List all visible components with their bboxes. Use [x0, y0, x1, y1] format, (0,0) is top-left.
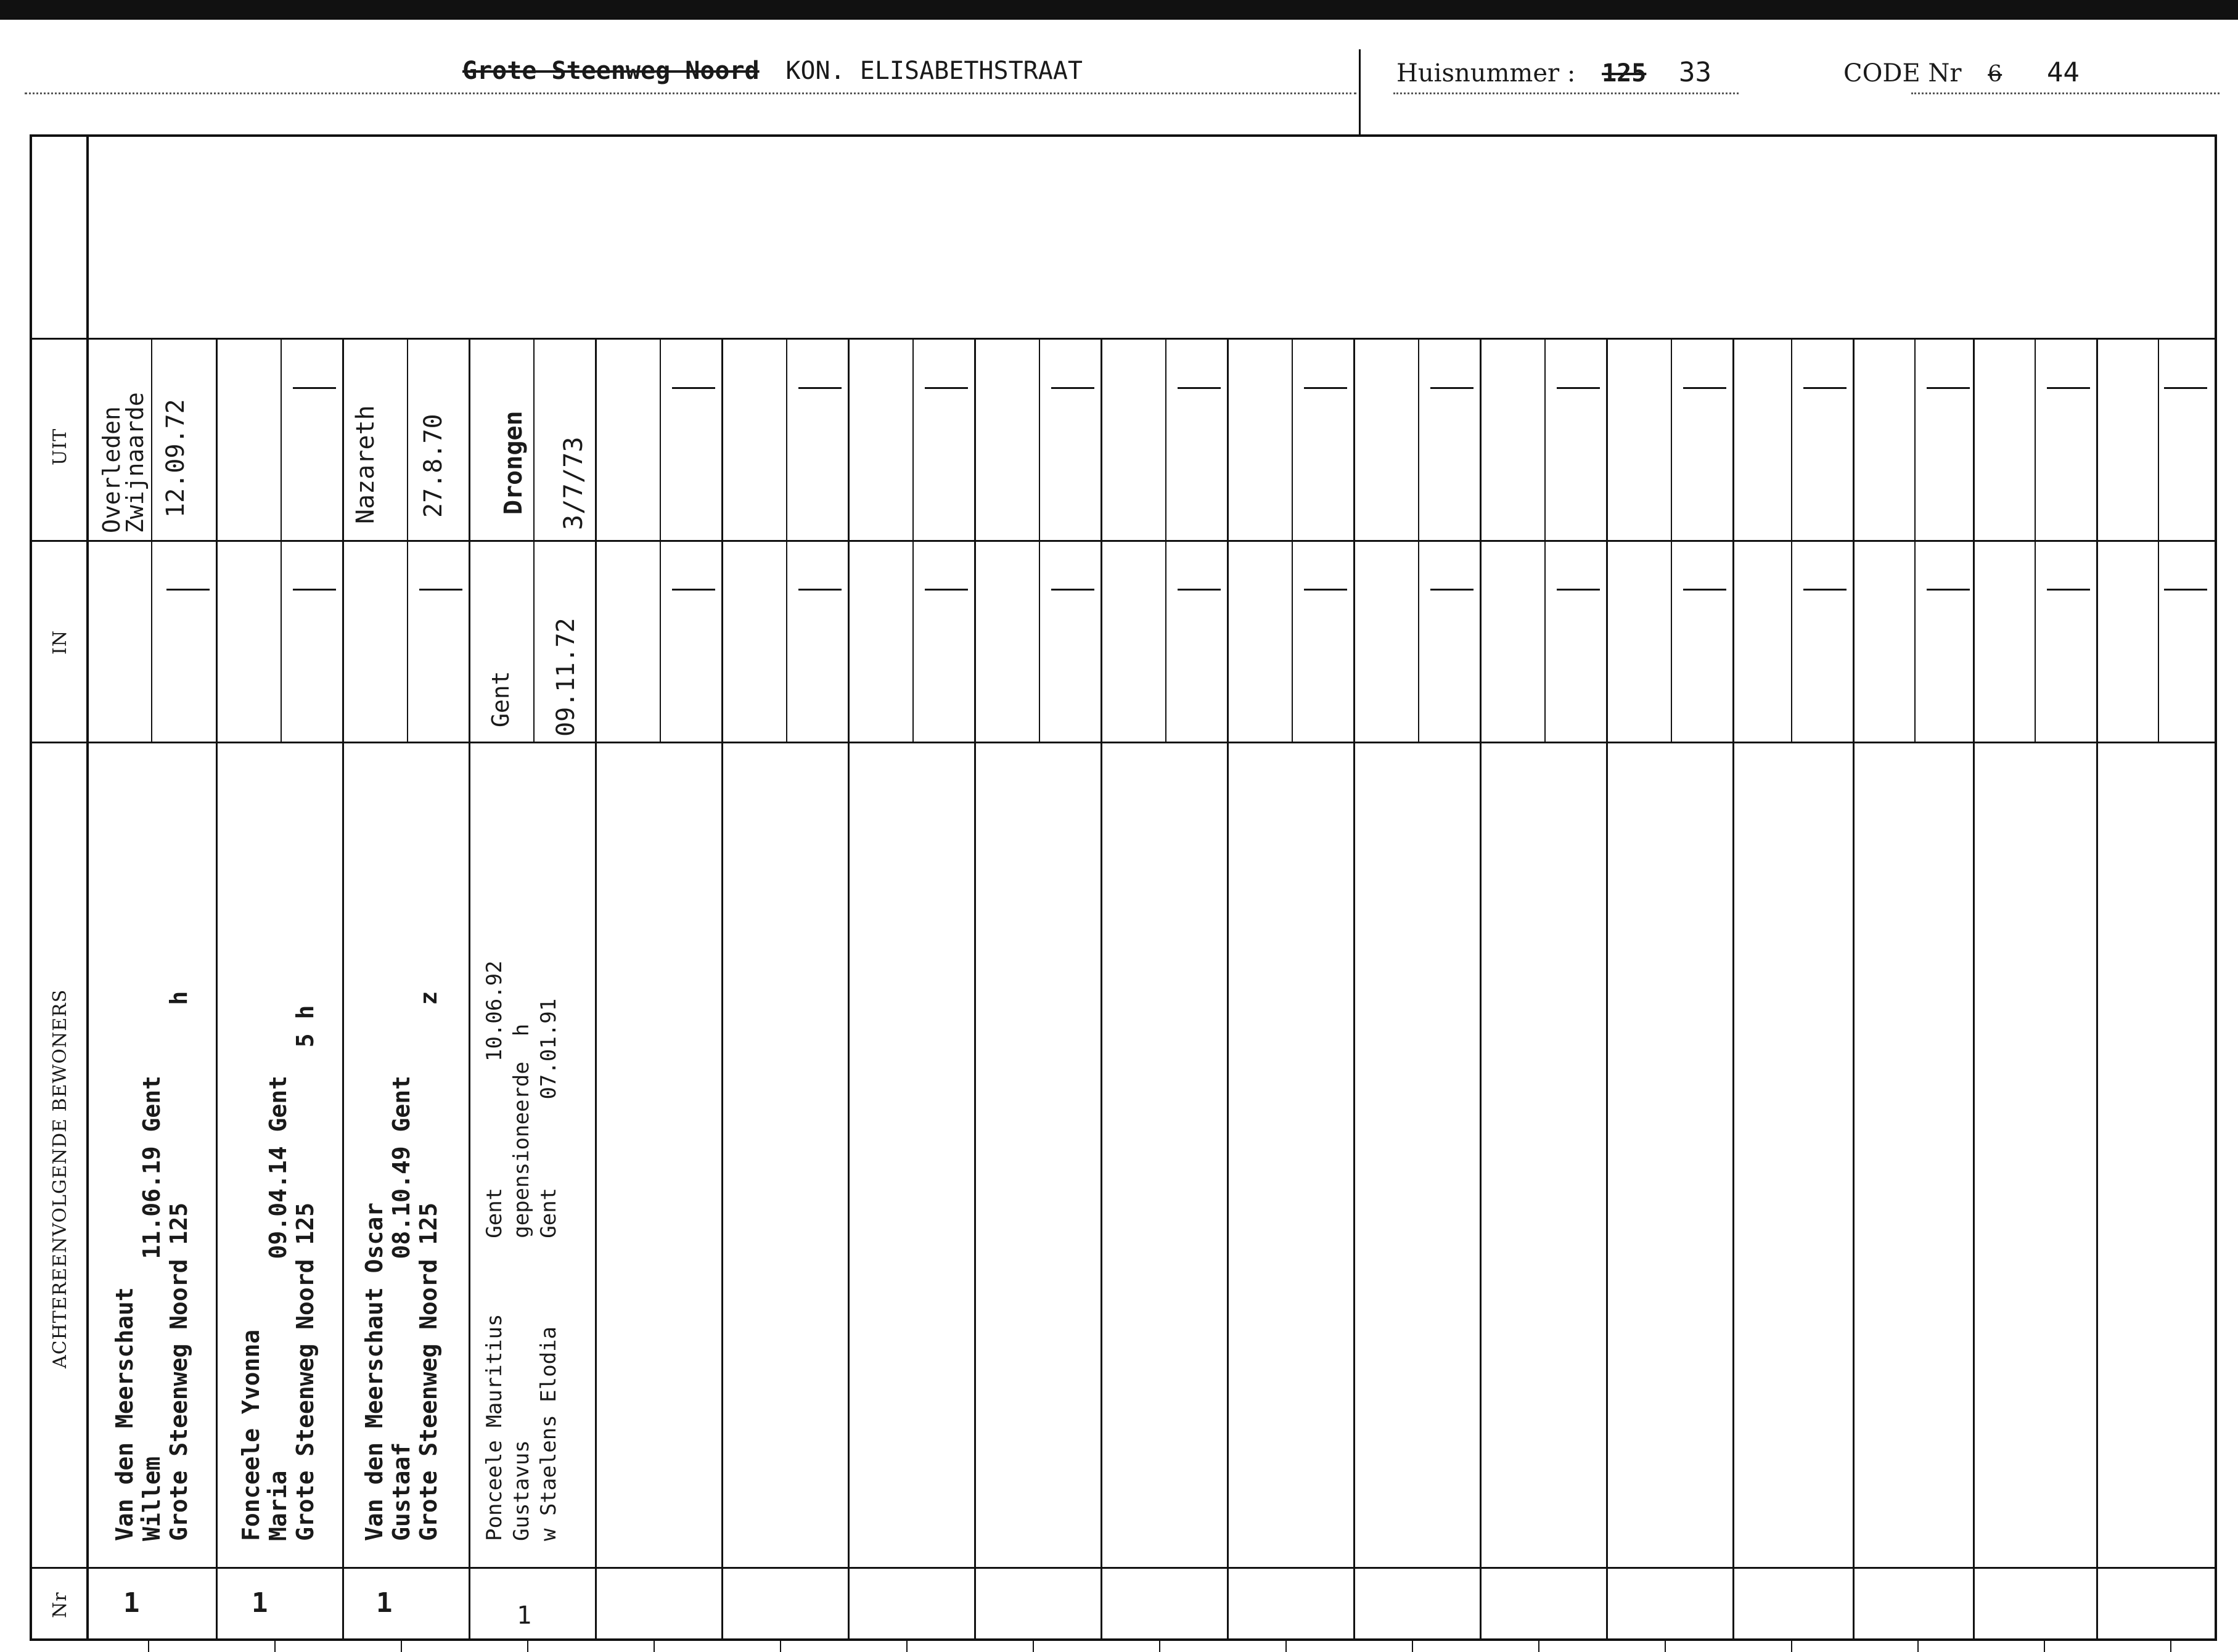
entry-4-in-place: Gent: [487, 671, 514, 727]
entry-3-resident: [361, 991, 442, 1541]
empty-dash: [1430, 589, 1474, 591]
sub-column-line: [1418, 338, 1419, 742]
bottom-tick: [1791, 1641, 1792, 1652]
column-line: [216, 338, 218, 1638]
scan-top-border: [0, 0, 2238, 20]
entry-4-name: Ponceele Mauritius Gent 10.06.92: [482, 960, 507, 1541]
entry-1-uit-place: [100, 392, 147, 533]
bottom-tick: [148, 1641, 149, 1652]
street-old: Grote Steenweg Noord: [462, 57, 760, 85]
column-line: [1480, 338, 1482, 1638]
entry-2-nr: 1: [252, 1587, 268, 1619]
column-line: [1853, 338, 1855, 1638]
empty-dash: [1927, 387, 1970, 389]
empty-dash: [2164, 589, 2207, 591]
column-line: [1973, 338, 1975, 1638]
sub-column-line: [1671, 338, 1672, 742]
column-line: [721, 338, 723, 1638]
empty-dash: [1557, 387, 1600, 389]
column-line: [1101, 338, 1102, 1638]
empty-dash: [2047, 387, 2090, 389]
empty-dash: [1557, 589, 1600, 591]
column-line: [1606, 338, 1608, 1638]
bewoners-label: ACHTEREENVOLGENDE BEWONERS: [49, 989, 71, 1368]
bottom-tick: [2170, 1641, 2171, 1652]
entry-1-address: Grote Steenweg Noord 125 h: [165, 991, 192, 1541]
bewoners-nr-divider: [30, 1567, 2217, 1569]
frame-right: [2215, 134, 2217, 1641]
entry-2-address: Grote Steenweg Noord 125 5 h: [292, 1005, 319, 1541]
entry-4-occupation: Gustavus gepensioneerde h: [509, 1023, 534, 1541]
empty-dash: [419, 589, 462, 591]
bottom-tick: [1285, 1641, 1287, 1652]
sub-column-line: [407, 338, 408, 742]
bottom-tick: [654, 1641, 655, 1652]
sub-column-line: [2158, 338, 2159, 742]
code-new: 44: [2046, 57, 2080, 88]
bottom-tick: [906, 1641, 908, 1652]
empty-dash: [1304, 387, 1347, 389]
house-number: [1396, 57, 1711, 112]
sub-column-line: [660, 338, 661, 742]
empty-dash: [672, 589, 715, 591]
column-line: [342, 338, 344, 1638]
entry-4-uit-place: Drongen: [499, 411, 528, 515]
entry-1-nr: 1: [123, 1587, 140, 1619]
column-line: [974, 338, 976, 1638]
empty-dash: [1304, 589, 1347, 591]
empty-dash: [1178, 387, 1221, 389]
empty-dash: [293, 387, 336, 389]
column-line: [1353, 338, 1355, 1638]
frame-top: [30, 134, 2217, 137]
uit-top-line: [30, 338, 2217, 340]
sub-column-line: [281, 338, 282, 742]
bottom-tick: [1412, 1641, 1413, 1652]
column-line: [848, 338, 850, 1638]
header-divider: [1359, 49, 1361, 136]
bottom-tick: [780, 1641, 781, 1652]
empty-dash: [1430, 387, 1474, 389]
bottom-tick: [1538, 1641, 1539, 1652]
column-line: [595, 338, 597, 1638]
empty-dash: [798, 387, 842, 389]
entry-4-uit-date: 3/7/73: [558, 436, 588, 530]
empty-dash: [672, 387, 715, 389]
house-label: Huisnummer :: [1396, 59, 1576, 88]
frame-bottom: [30, 1638, 2217, 1641]
code-number: [1843, 57, 2080, 112]
sub-column-line: [1544, 338, 1546, 742]
entry-4-spouse: w Staelens Elodia Gent 07.01.91: [536, 998, 561, 1541]
entry-1-uit-place-2: Zwijnaarde: [121, 392, 149, 533]
entry-3-name: Van den Meerschaut Oscar: [361, 1202, 388, 1541]
empty-dash: [925, 387, 968, 389]
entry-4-nr: 1: [517, 1601, 532, 1630]
empty-dash: [1927, 589, 1970, 591]
entry-4-in-date: 09.11.72: [552, 618, 580, 737]
sub-column-line: [1292, 338, 1293, 742]
sub-column-line: [533, 338, 535, 742]
entry-1-uit-date: 12.09.72: [162, 399, 190, 518]
entry-3-birth: Gustaaf 08.10.49 Gent: [388, 1076, 415, 1541]
uit-label: UIT: [49, 428, 71, 465]
street-new: KON. ELISABETHSTRAAT: [785, 57, 1083, 85]
column-line: [2096, 338, 2098, 1638]
street-header: [462, 57, 1083, 112]
bottom-tick: [1917, 1641, 1919, 1652]
column-line: [469, 338, 470, 1638]
sub-column-line: [1914, 338, 1916, 742]
sub-column-line: [912, 338, 914, 742]
sub-column-line: [151, 338, 152, 742]
entry-1-name: Van den Meerschaut: [111, 1287, 138, 1541]
house-old: 125: [1602, 59, 1647, 88]
empty-dash: [1803, 387, 1847, 389]
entry-1-uit-place-1: Overleden: [98, 406, 125, 533]
empty-dash: [2164, 387, 2207, 389]
bottom-tick: [1159, 1641, 1160, 1652]
entry-2-resident: [237, 1005, 319, 1541]
entry-2-name: Fonceele Yvonna: [237, 1329, 264, 1541]
sub-column-line: [1165, 338, 1166, 742]
in-label: IN: [49, 629, 71, 655]
bottom-tick: [1033, 1641, 1034, 1652]
empty-dash: [1051, 387, 1094, 389]
label-column-divider: [86, 134, 89, 1641]
bottom-tick: [1665, 1641, 1666, 1652]
entry-3-nr: 1: [376, 1587, 393, 1619]
bottom-tick: [401, 1641, 402, 1652]
empty-dash: [2047, 589, 2090, 591]
sub-column-line: [2035, 338, 2036, 742]
code-old: 6: [1988, 62, 2002, 87]
empty-dash: [925, 589, 968, 591]
bottom-tick: [2044, 1641, 2045, 1652]
house-new: 33: [1679, 57, 1712, 88]
in-bewoners-divider: [30, 742, 2217, 743]
entry-1-birth: Willem 11.06.19 Gent: [138, 1076, 165, 1541]
empty-dash: [1051, 589, 1094, 591]
code-label: CODE Nr: [1843, 59, 1962, 88]
column-line: [1227, 338, 1229, 1638]
bottom-tick: [527, 1641, 528, 1652]
entry-3-address: Grote Steenweg Noord 125 z: [415, 991, 442, 1541]
entry-3-uit-place: Nazareth: [351, 405, 380, 524]
empty-dash: [293, 589, 336, 591]
frame-left: [30, 134, 32, 1641]
entry-3-uit-date: 27.8.70: [419, 414, 448, 518]
column-line: [1732, 338, 1734, 1638]
entry-4-resident: [481, 960, 562, 1541]
bottom-tick: [274, 1641, 276, 1652]
uit-in-divider: [30, 540, 2217, 542]
empty-dash: [1178, 589, 1221, 591]
empty-dash: [166, 589, 210, 591]
entry-2-birth: Maria 09.04.14 Gent: [264, 1076, 292, 1541]
sub-column-line: [1039, 338, 1040, 742]
empty-dash: [1683, 387, 1726, 389]
empty-dash: [1803, 589, 1847, 591]
empty-dash: [1683, 589, 1726, 591]
empty-dash: [798, 589, 842, 591]
sub-column-line: [1791, 338, 1792, 742]
entry-1-resident: [111, 991, 192, 1541]
nr-label: Nr: [49, 1592, 71, 1618]
sub-column-line: [786, 338, 787, 742]
